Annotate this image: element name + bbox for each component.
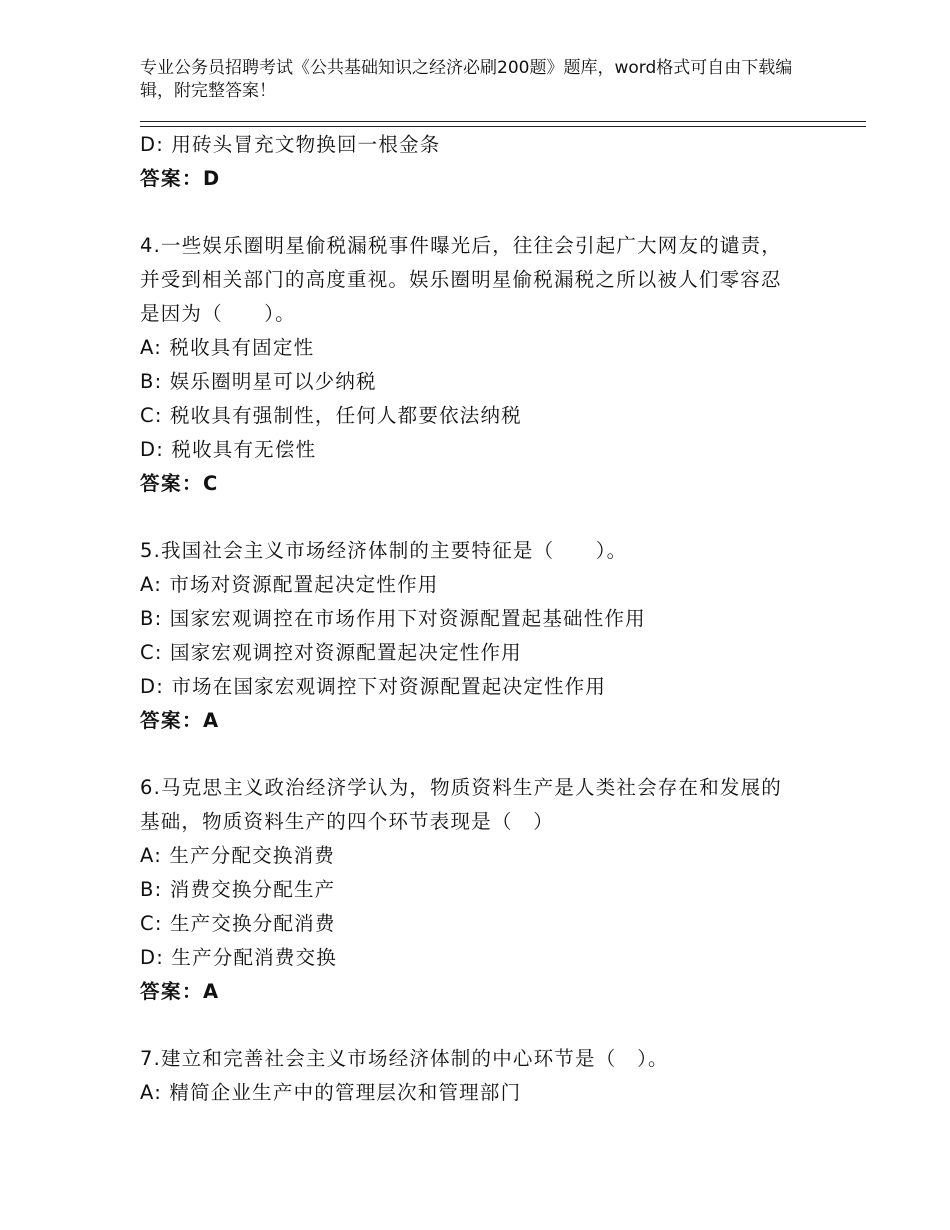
- option-item: A: 税收具有固定性: [140, 336, 315, 359]
- answer-line: 答案：A: [140, 980, 220, 1003]
- question-list: [140, 128, 830, 1110]
- header-divider: [140, 121, 866, 127]
- question-text: 5.我国社会主义市场经济体制的主要特征是（ ）。: [140, 539, 628, 562]
- answer-line: 答案：D: [140, 167, 221, 190]
- answer-line: 答案：A: [140, 709, 220, 732]
- option-item: B: 娱乐圈明星可以少纳税: [140, 370, 377, 393]
- option-item: A: 精简企业生产中的管理层次和管理部门: [140, 1081, 522, 1104]
- option-item: B: 消费交换分配生产: [140, 878, 336, 901]
- question-text: 7.建立和完善社会主义市场经济体制的中心环节是（ ）。: [140, 1047, 669, 1070]
- option-item: D: 税收具有无偿性: [140, 438, 317, 461]
- option-item: A: 市场对资源配置起决定性作用: [140, 573, 439, 596]
- option-item: C: 国家宏观调控对资源配置起决定性作用: [140, 641, 522, 664]
- answer-line: 答案：C: [140, 472, 219, 495]
- option-item: A: 生产分配交换消费: [140, 844, 335, 867]
- question-text: 4.一些娱乐圈明星偷税漏税事件曝光后，往往会引起广大网友的谴责，并受到相关部门的高度重视。娱乐圈明星偷税漏税之所以被人们零容忍是因为（ ）。: [140, 234, 783, 325]
- question-text: 6.马克思主义政治经济学认为，物质资料生产是人类社会存在和发展的基础，物质资料生产的四个环节表现是（ ）: [140, 776, 783, 833]
- option-item: D: 用砖头冒充文物换回一根金条: [140, 133, 441, 156]
- option-item: D: 生产分配消费交换: [140, 946, 337, 969]
- option-item: C: 税收具有强制性，任何人都要依法纳税: [140, 404, 522, 427]
- document-header: 专业公务员招聘考试《公共基础知识之经济必刷200题》题库，word格式可自由下载编辑，附完整答案！: [140, 58, 793, 101]
- option-item: C: 生产交换分配消费: [140, 912, 336, 935]
- option-item: B: 国家宏观调控在市场作用下对资源配置起基础性作用: [140, 607, 646, 630]
- option-item: D: 市场在国家宏观调控下对资源配置起决定性作用: [140, 675, 607, 698]
